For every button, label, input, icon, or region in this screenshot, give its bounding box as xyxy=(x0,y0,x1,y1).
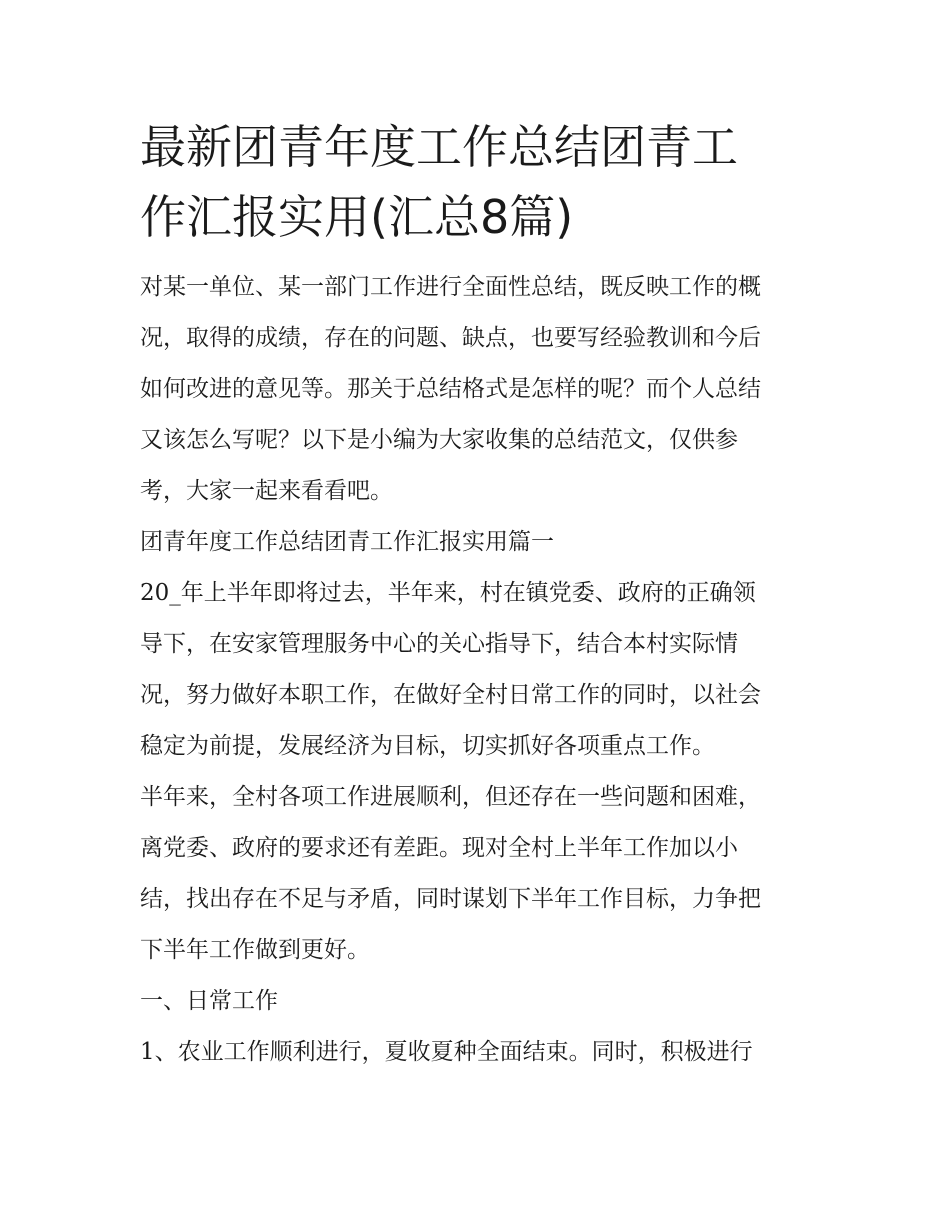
text-line: 如何改进的意见等。那关于总结格式是怎样的呢？而个人总结 xyxy=(140,376,761,402)
subsection-heading xyxy=(140,976,820,1027)
body-paragraph-1 xyxy=(140,568,820,772)
section-heading-part-1 xyxy=(140,517,820,568)
text-line: 考，大家一起来看看吧。 xyxy=(140,478,393,504)
text-line: 离党委、政府的要求还有差距。现对全村上半年工作加以小 xyxy=(140,835,738,861)
text-line: 1、农业工作顺利进行，夏收夏种全面结束。同时，积极进行 xyxy=(140,1039,753,1065)
title-line-1: 最新团青年度工作总结团青工 xyxy=(140,120,738,174)
document-content xyxy=(140,112,820,1078)
body-paragraph-2 xyxy=(140,772,820,976)
title-line-2: 作汇报实用(汇总8篇) xyxy=(140,190,574,244)
document-title xyxy=(140,112,820,252)
text-line: 对某一单位、某一部门工作进行全面性总结，既反映工作的概 xyxy=(140,274,761,300)
text-line: 导下，在安家管理服务中心的关心指导下，结合本村实际情 xyxy=(140,631,738,657)
text-line: 况，努力做好本职工作，在做好全村日常工作的同时，以社会 xyxy=(140,682,761,708)
text-line: 又该怎么写呢？以下是小编为大家收集的总结范文，仅供参 xyxy=(140,427,738,453)
text-line: 稳定为前提，发展经济为目标，切实抓好各项重点工作。 xyxy=(140,733,715,759)
text-line: 结，找出存在不足与矛盾，同时谋划下半年工作目标，力争把 xyxy=(140,886,761,912)
text-line: 况，取得的成绩，存在的问题、缺点，也要写经验教训和今后 xyxy=(140,325,761,351)
text-line: 下半年工作做到更好。 xyxy=(140,937,370,963)
text-line: 半年来，全村各项工作进展顺利，但还存在一些问题和困难， xyxy=(140,784,761,810)
intro-paragraph xyxy=(140,262,820,517)
body-paragraph-3 xyxy=(140,1027,820,1078)
text-line: 团青年度工作总结团青工作汇报实用篇一 xyxy=(140,529,554,555)
text-line: 一、日常工作 xyxy=(140,988,278,1014)
text-line: 20_年上半年即将过去，半年来，村在镇党委、政府的正确领 xyxy=(140,580,756,606)
